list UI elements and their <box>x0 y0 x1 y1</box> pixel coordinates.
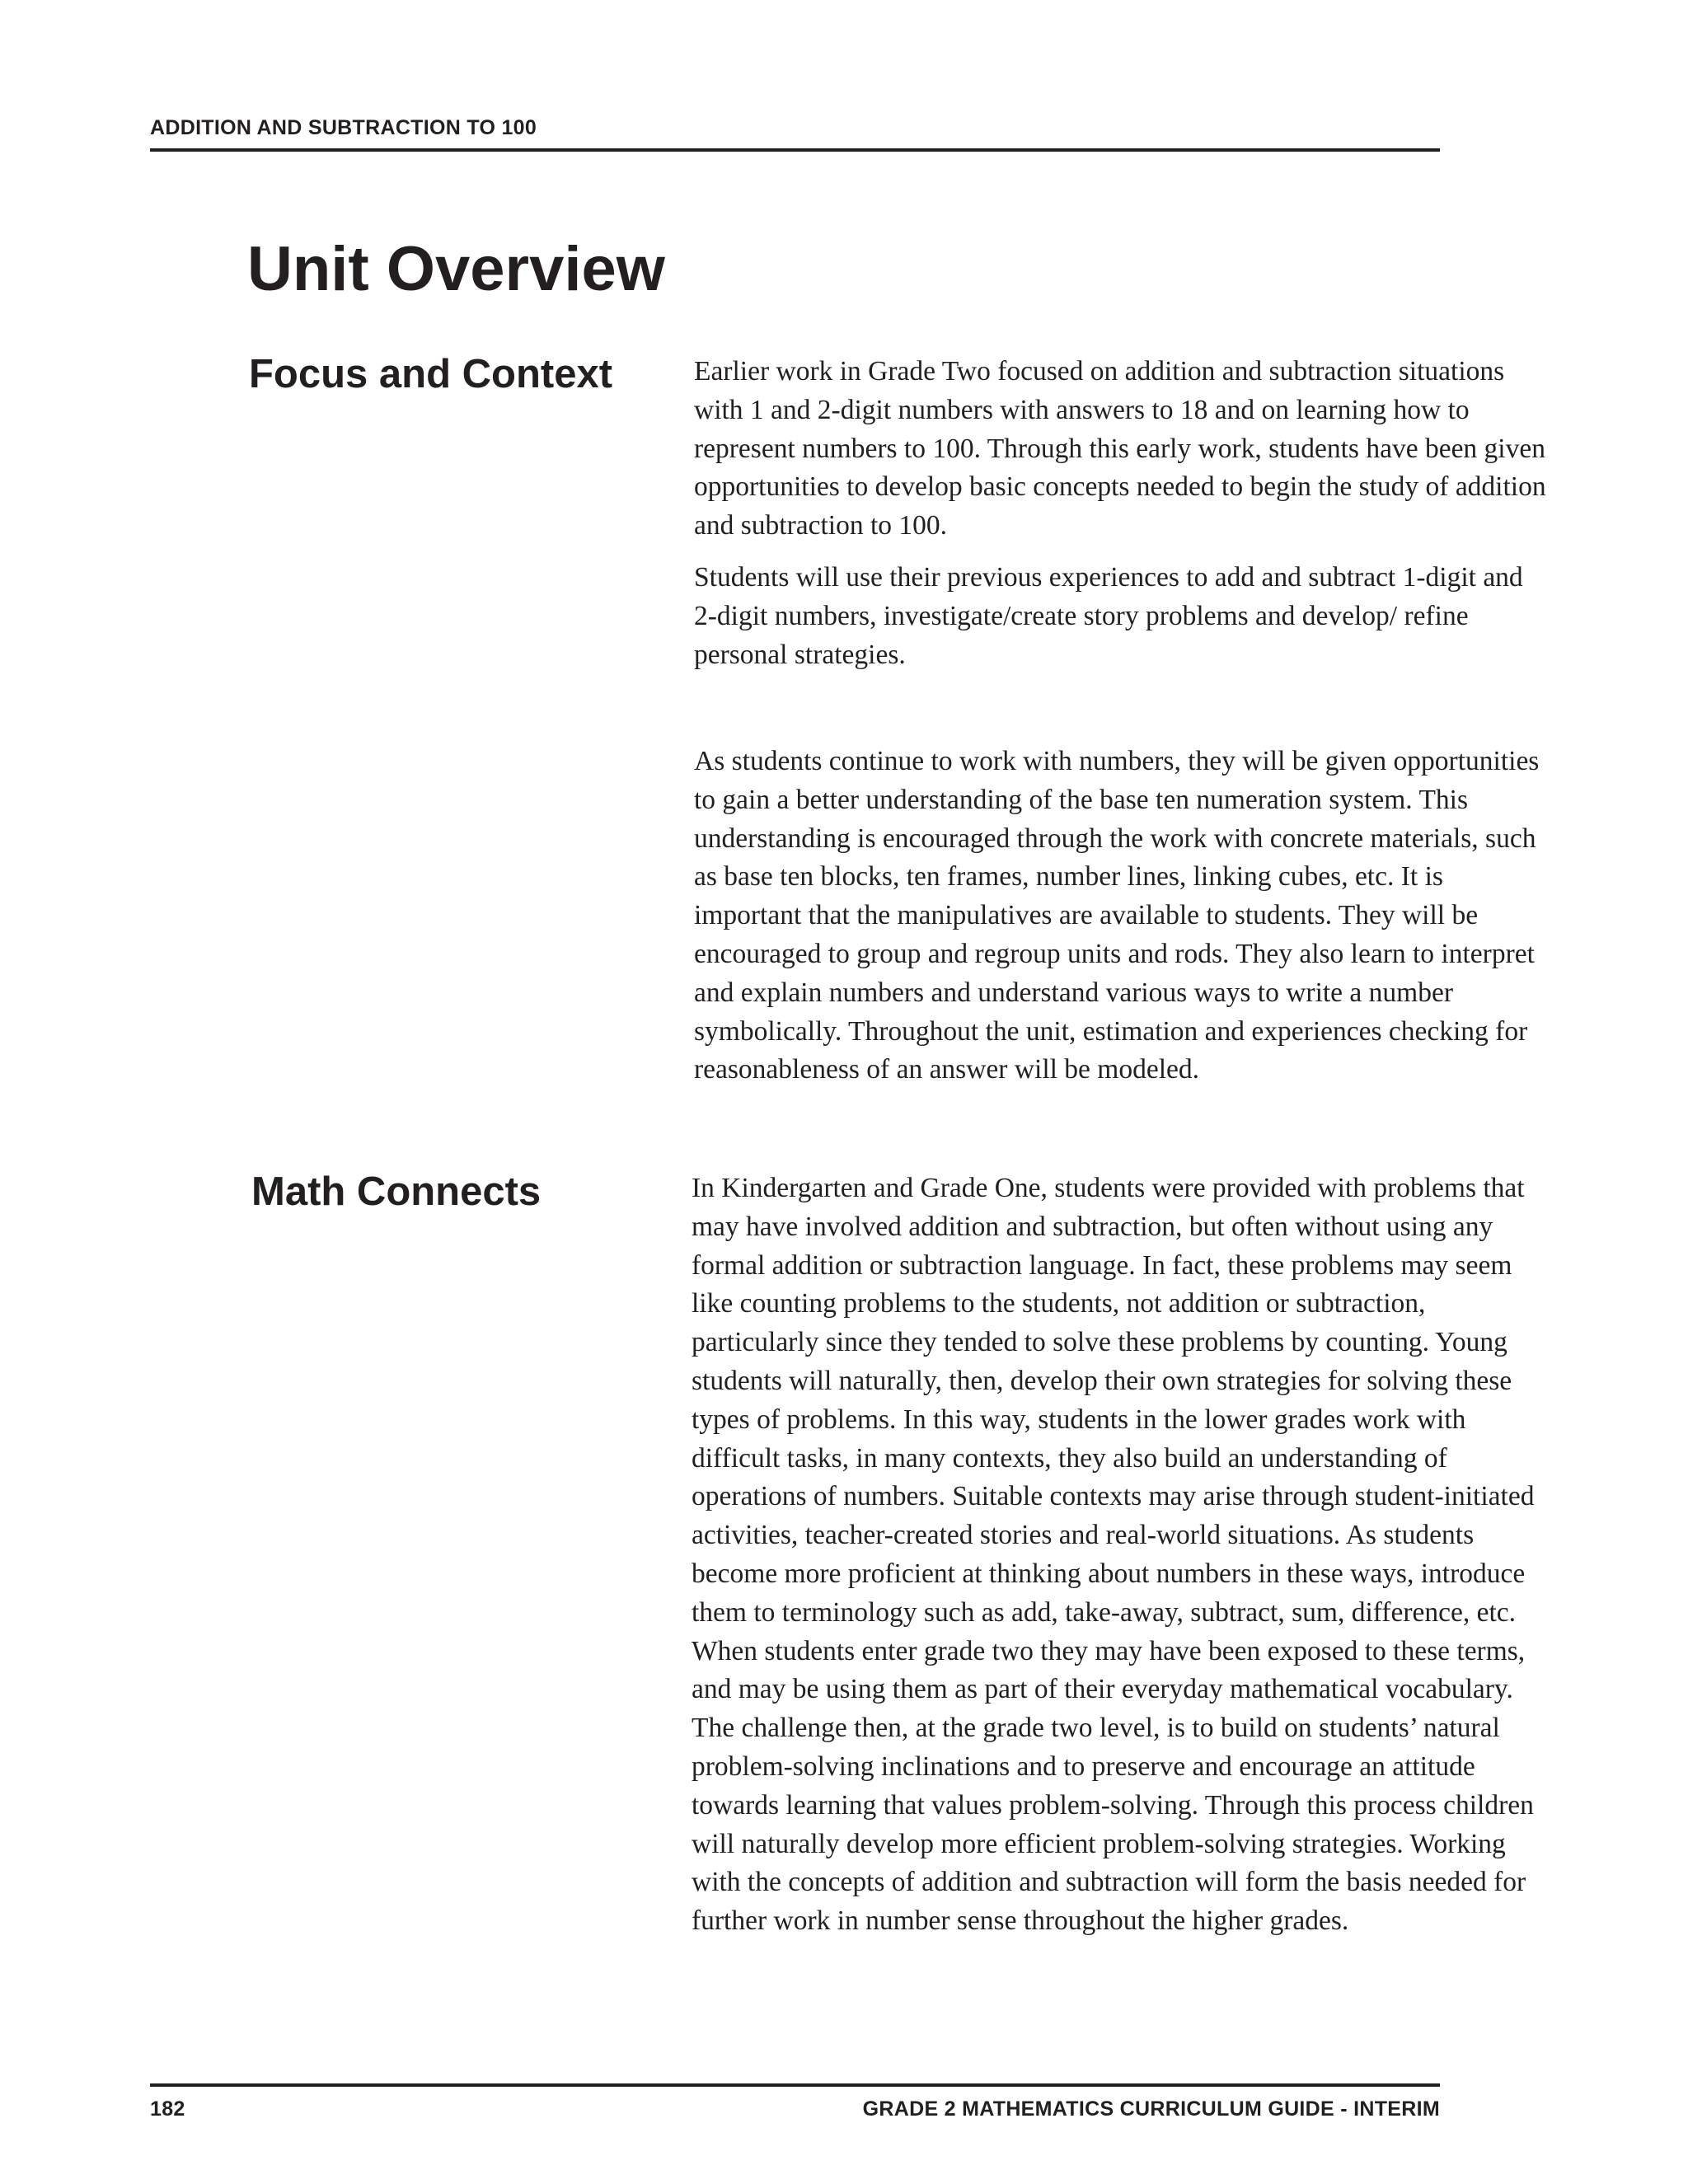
paragraph-text: As students continue to work with numbers, they will be given opportunities to gain a better understanding of the base ten numeration system. This understanding is encouraged through the work with concrete materials, such as base ten blocks, ten frames, number lines, linking cubes, etc. It is important that the manipulatives are available to students. They will be encouraged to group and regroup units and rods. They also learn to interpret and explain numbers and understand various ways to write a number symbolically. Throughout the unit, estimation and experiences checking for reasonableness of an answer will be modeled. <box>694 746 1540 1085</box>
page-number: 182 <box>150 2097 185 2121</box>
focus-paragraph-3 <box>694 743 1551 1090</box>
paragraph-text: In Kindergarten and Grade One, students were provided with problems that may have involved addition and subtraction, but often without using any formal addition or subtraction language. In fact, these problems may seem like counting problems to the students, not addition or subtraction, particularly since they tended to solve these problems by counting. Young students will naturally, then, develop their own strategies for solving these types of problems. In this way, students in the lower grades work with difficult tasks, in many contexts, they also build an understanding of operations of numbers. Suitable contexts may arise through student-initiated activities, teacher-created stories and real-world situations. As students become more proficient at thinking about numbers in these ways, introduce them to terminology such as add, take-away, subtract, sum, difference, etc. When students enter grade two they may have been exposed to these terms, and may be using them as part of their everyday mathematical vocabulary. The challenge then, at the grade two level, is to build on students’ natural problem-solving inclinations and to preserve and encourage an attitude towards learning that values problem-solving. Through this process children will naturally develop more efficient problem-solving strategies. Working with the concepts of addition and subtraction will form the basis needed for further work in number sense throughout the higher grades. <box>692 1173 1535 1937</box>
paragraph-text: Students will use their previous experiences to add and subtract 1-digit and 2-digit numbers, investigate/create story problems and develop/ refine personal strategies. <box>694 562 1523 670</box>
section-heading-math-connects: Math Connects <box>251 1169 542 1214</box>
running-header <box>150 115 1440 152</box>
math-connects-paragraph <box>692 1169 1549 1941</box>
paragraph-text: Earlier work in Grade Two focused on addition and subtraction situations with 1 and 2-digit numbers with answers to 18 and on learning how to represent numbers to 100. Through this early work, students have been given opportunities to develop basic concepts needed to begin the study of addition and subtraction to 100. <box>694 356 1546 541</box>
section-heading-focus-and-context: Focus and Context <box>249 352 613 396</box>
running-footer <box>150 2083 1440 2121</box>
page-title: Unit Overview <box>247 234 665 304</box>
focus-paragraph-1 <box>694 353 1551 546</box>
running-header-title: ADDITION AND SUBTRACTION TO 100 <box>150 116 537 139</box>
running-footer-title: GRADE 2 MATHEMATICS CURRICULUM GUIDE - INTERIM <box>862 2097 1440 2121</box>
focus-paragraph-2 <box>694 559 1551 674</box>
